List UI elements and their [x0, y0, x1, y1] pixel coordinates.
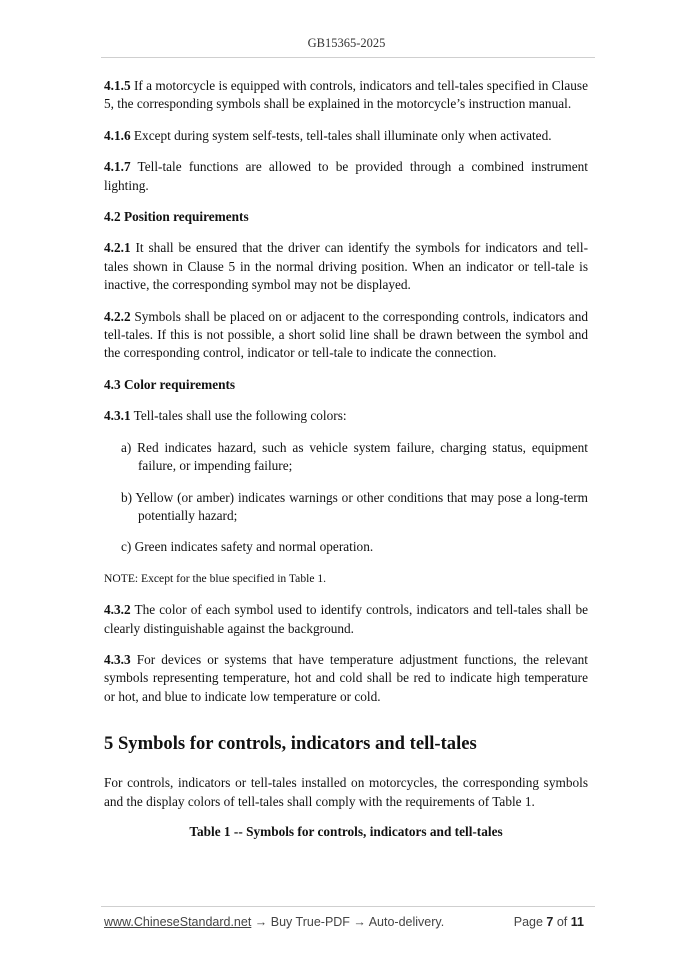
clause-4-1-7 [104, 158, 588, 195]
note: NOTE: Except for the blue specified in Table 1. [104, 571, 327, 585]
clause-text: Except during system self-tests, tell-tales shall illuminate only when activated. [130, 127, 552, 143]
clause-text: The color of each symbol used to identify controls, indicators and tell-tales shall be clearly distinguishable against the background. [104, 602, 588, 636]
page-body [104, 77, 588, 841]
clause-number: 4.3.3 [104, 651, 131, 667]
section-5-intro: For controls, indicators or tell-tales installed on motorcycles, the corresponding symbols and the display colors of tell-tales shall comply with the requirements of Table 1. [104, 775, 588, 809]
clause-number: 4.1.5 [104, 78, 131, 93]
header-divider [101, 57, 595, 58]
current-page: 7 [546, 915, 554, 929]
footer-tagline: → Buy True-PDF → Auto-delivery. [251, 915, 445, 929]
clause-number: 4.2.1 [104, 240, 131, 256]
clause-number: 4.2.2 [104, 308, 131, 324]
page-label: Page [513, 915, 543, 929]
clause-text: For devices or systems that have temperature adjustment functions, the relevant symbols representing temperature, hot and cold shall be red to indicate high temperature or hot, and blue to indicate low temperature or cold. [104, 651, 588, 704]
clause-4-1-5 [104, 77, 588, 114]
clause-text: Tell-tale functions are allowed to be provided through a combined instrument lighting. [104, 159, 588, 193]
footer-promo [104, 915, 444, 929]
list-item-red: a) Red indicates hazard, such as vehicle system failure, charging status, equipment failure, or impending failure; [121, 439, 588, 474]
heading-color-requirements: 4.3 Color requirements [104, 376, 236, 392]
clause-number: 4.3.1 [104, 408, 131, 424]
clause-text: Tell-tales shall use the following colors: [130, 408, 347, 424]
page-number [514, 915, 584, 929]
clause-4-3-1 [104, 407, 588, 425]
clause-text: Symbols shall be placed on or adjacent to the corresponding controls, indicators and tell-tales. If this is not possible, a short solid line shall be drawn between the symbol and the corresponding control, indicator or tell-tale to indicate the connection. [104, 308, 588, 361]
heading-position-requirements: 4.2 Position requirements [104, 209, 249, 225]
clause-number: 4.3.2 [104, 602, 131, 618]
document-id-header: GB15365-2025 [307, 36, 386, 50]
list-item-green: c) Green indicates safety and normal operation. [121, 539, 374, 555]
footer-divider [101, 906, 595, 907]
clause-text: If a motorcycle is equipped with controls, indicators and tell-tales specified in Clause 5, the corresponding symbols shall be explained in the motorcycle’s instruction manual. [104, 78, 588, 112]
table-caption: Table 1 -- Symbols for controls, indicators and tell-tales [189, 823, 503, 839]
clause-4-2-1 [104, 239, 588, 294]
clause-text: It shall be ensured that the driver can identify the symbols for indicators and tell-tales shown in Clause 5 in the normal driving position. When an indicator or tell-tale is inactive, the corresponding symbol may not be displayed. [104, 240, 588, 293]
clause-4-1-6 [104, 127, 588, 145]
website-link[interactable]: www.ChineseStandard.net [104, 915, 252, 929]
section-5-title: 5 Symbols for controls, indicators and tell-tales [104, 733, 477, 755]
clause-number: 4.1.6 [104, 127, 131, 143]
clause-4-2-2 [104, 308, 588, 363]
page-of: of [556, 915, 568, 929]
clause-number: 4.1.7 [104, 159, 131, 175]
total-pages: 11 [570, 915, 584, 929]
clause-4-3-2 [104, 601, 588, 638]
clause-4-3-3 [104, 651, 588, 706]
list-item-yellow: b) Yellow (or amber) indicates warnings or other conditions that may pose a long-term potentially hazard; [121, 489, 588, 523]
